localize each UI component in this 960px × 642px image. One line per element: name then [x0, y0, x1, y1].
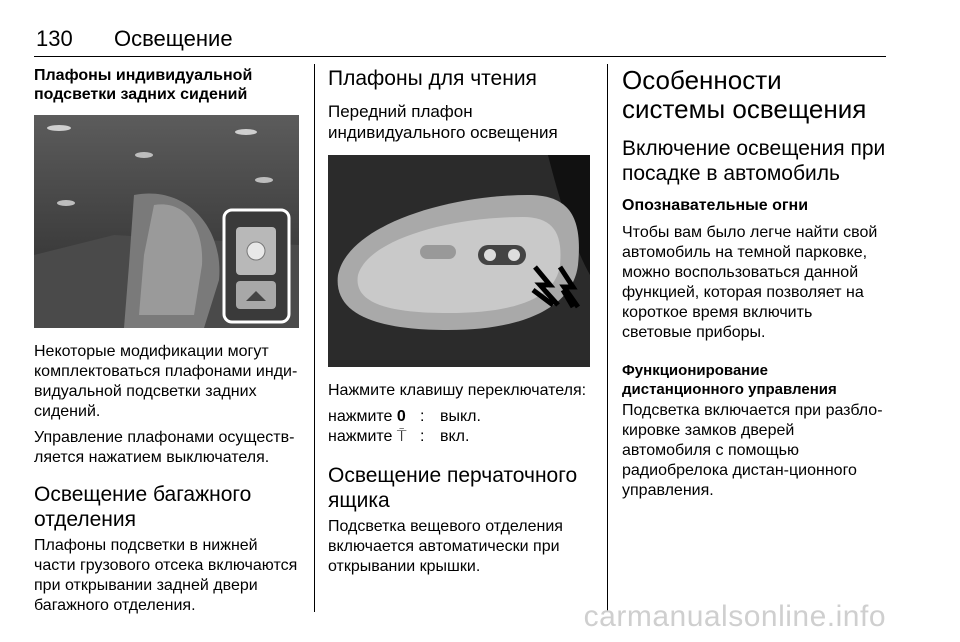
- column-divider: [607, 64, 608, 612]
- reading-light-icon: ⍑: [396, 428, 407, 445]
- switch-row-on: [328, 427, 590, 447]
- subsection-heading: Включение освещения при посадке в автомобиль: [622, 137, 886, 185]
- column-1: [34, 64, 299, 616]
- rear-seat-light-photo: [34, 115, 299, 328]
- column-2: [328, 64, 590, 577]
- reading-light-illustration: [328, 155, 590, 367]
- off-symbol: 0: [396, 408, 406, 425]
- switch-label: нажмите 0: [328, 408, 406, 425]
- separator: :: [420, 428, 425, 445]
- switch-value: выкл.: [440, 408, 481, 425]
- page-number: 130: [36, 26, 73, 51]
- section-heading: Плафоны индивидуальной подсветки задних сидений: [34, 67, 253, 103]
- switch-label: нажмите ⍑: [328, 428, 407, 445]
- paragraph: Подсветка включается при разбло-кировке замков дверей автомобиля с помощью радиобрелока дистан-ционного управления.: [622, 402, 883, 499]
- page-header: [34, 22, 886, 57]
- column-3: [622, 64, 886, 501]
- switch-row-off: [328, 407, 590, 427]
- switch-table: [328, 407, 590, 447]
- section-heading: Освещение багажного отделения: [34, 483, 252, 531]
- paragraph: Чтобы вам было легче найти свой автомобиль на темной парковке, можно воспользоваться данной функцией, которая позволяет на короткое время включить световые приборы.: [622, 224, 878, 341]
- section-heading: Плафоны для чтения: [328, 67, 537, 90]
- switch-value: вкл.: [440, 428, 470, 445]
- separator: :: [420, 408, 425, 425]
- rear-seat-light-illustration: [34, 115, 299, 328]
- paragraph: Некоторые модификации могут комплектоваться плафонами инди-видуальной подсветки задних сидений.: [34, 343, 298, 420]
- subsection-heading: Функционирование дистанционного управления: [622, 362, 837, 398]
- section-heading: Особенности системы освещения: [622, 65, 867, 124]
- subsection-heading: Опознавательные огни: [622, 197, 809, 214]
- paragraph: Подсветка вещевого отделения включается автоматически при открывании крышки.: [328, 518, 563, 575]
- subsection-heading: Передний плафон индивидуального освещения: [328, 102, 558, 142]
- section-heading: Освещение перчаточного ящика: [328, 464, 578, 512]
- watermark: carmanualsonline.info: [583, 600, 886, 633]
- chapter-title: Освещение: [114, 26, 233, 51]
- column-divider: [314, 64, 315, 612]
- paragraph: Плафоны подсветки в нижней части грузового отсека включаются при открывании задней двери багажного отделения.: [34, 537, 298, 614]
- paragraph: Нажмите клавишу переключателя:: [328, 382, 587, 399]
- front-reading-light-photo: [328, 155, 590, 367]
- paragraph: Управление плафонами осуществ-ляется нажатием выключателя.: [34, 429, 295, 466]
